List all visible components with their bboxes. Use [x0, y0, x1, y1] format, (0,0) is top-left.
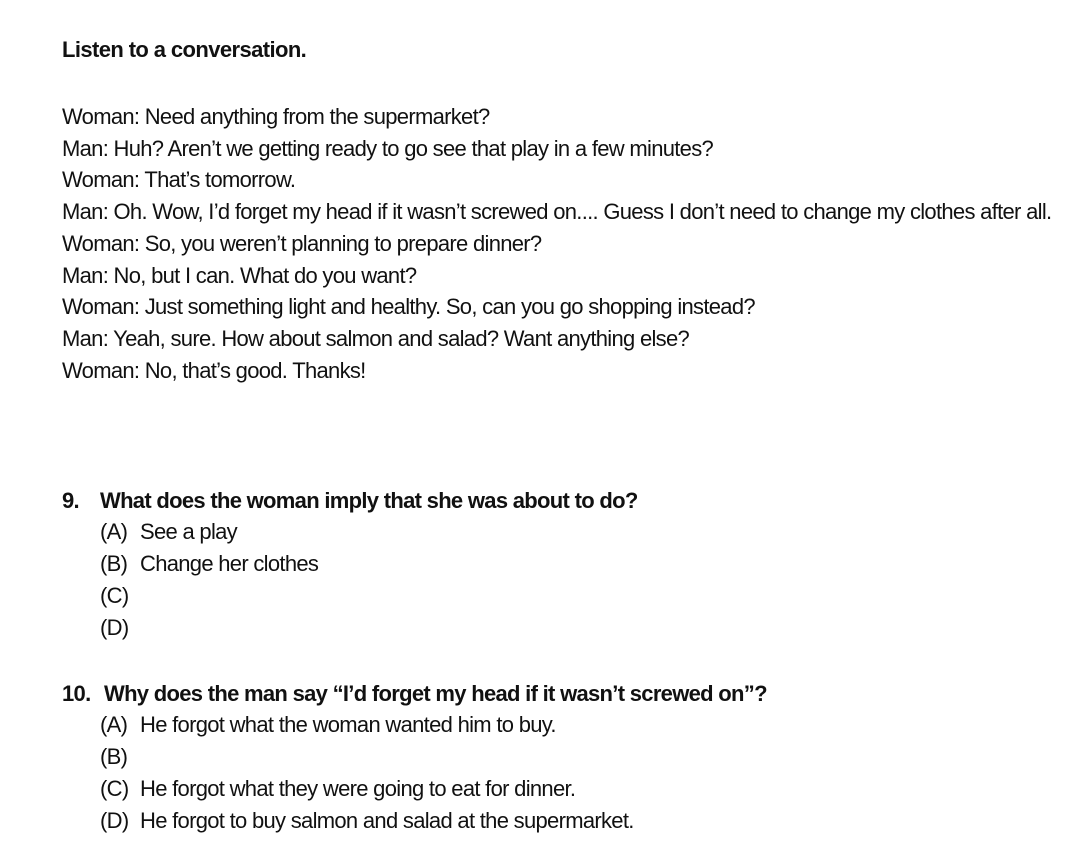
option-text: He forgot what the woman wanted him to buy. — [140, 712, 556, 737]
question-prompt — [62, 678, 1052, 709]
option-letter: (C) — [100, 583, 129, 608]
answer-option-a[interactable] — [100, 709, 1052, 741]
option-letter: (D) — [100, 615, 129, 640]
option-letter: (B) — [100, 551, 128, 576]
transcript-line: Woman: No, that’s good. Thanks! — [62, 357, 366, 383]
answer-option-d[interactable] — [100, 612, 1052, 644]
option-text: Change her clothes — [140, 551, 319, 576]
transcript-line: Man: Huh? Aren’t we getting ready to go see that play in a few minutes? — [62, 135, 714, 161]
answer-option-c[interactable] — [100, 580, 1052, 612]
answer-option-b[interactable] — [100, 548, 1052, 580]
option-text: See a play — [140, 519, 237, 544]
question-prompt — [62, 485, 1052, 516]
transcript-line: Man: No, but I can. What do you want? — [62, 262, 417, 288]
question-9 — [62, 485, 1052, 644]
option-letter: (D) — [100, 808, 129, 833]
answer-option-c[interactable] — [100, 773, 1052, 805]
question-number: 9. — [62, 488, 79, 513]
option-text: He forgot what they were going to eat for dinner. — [140, 776, 576, 801]
question-10 — [62, 678, 1052, 837]
transcript-line: Woman: Just something light and healthy. So, can you go shopping instead? — [62, 294, 755, 320]
question-text: Why does the man say “I’d forget my head if it wasn’t screwed on”? — [104, 681, 767, 706]
transcript-line: Woman: So, you weren’t planning to prepare dinner? — [62, 230, 542, 256]
option-letter: (B) — [100, 744, 128, 769]
section-heading: Listen to a conversation. — [62, 37, 307, 62]
transcript-line: Woman: That’s tomorrow. — [62, 167, 296, 193]
option-letter: (A) — [100, 712, 128, 737]
transcript-line: Woman: Need anything from the supermarket? — [62, 104, 490, 129]
option-letter: (C) — [100, 776, 129, 801]
question-text: What does the woman imply that she was about to do? — [100, 488, 638, 513]
answer-option-d[interactable] — [100, 805, 1052, 837]
answer-options — [100, 709, 1052, 837]
answer-options — [100, 516, 1052, 644]
option-letter: (A) — [100, 519, 128, 544]
transcript-line: Man: Oh. Wow, I’d forget my head if it wasn’t screwed on.... Guess I don’t need to change my clothes after all. — [62, 199, 1052, 225]
conversation-transcript — [62, 101, 1052, 386]
option-text: He forgot to buy salmon and salad at the supermarket. — [140, 808, 634, 833]
answer-option-b[interactable] — [100, 741, 1052, 773]
transcript-line: Man: Yeah, sure. How about salmon and salad? Want anything else? — [62, 325, 690, 351]
question-number: 10. — [62, 681, 91, 706]
answer-option-a[interactable] — [100, 516, 1052, 548]
